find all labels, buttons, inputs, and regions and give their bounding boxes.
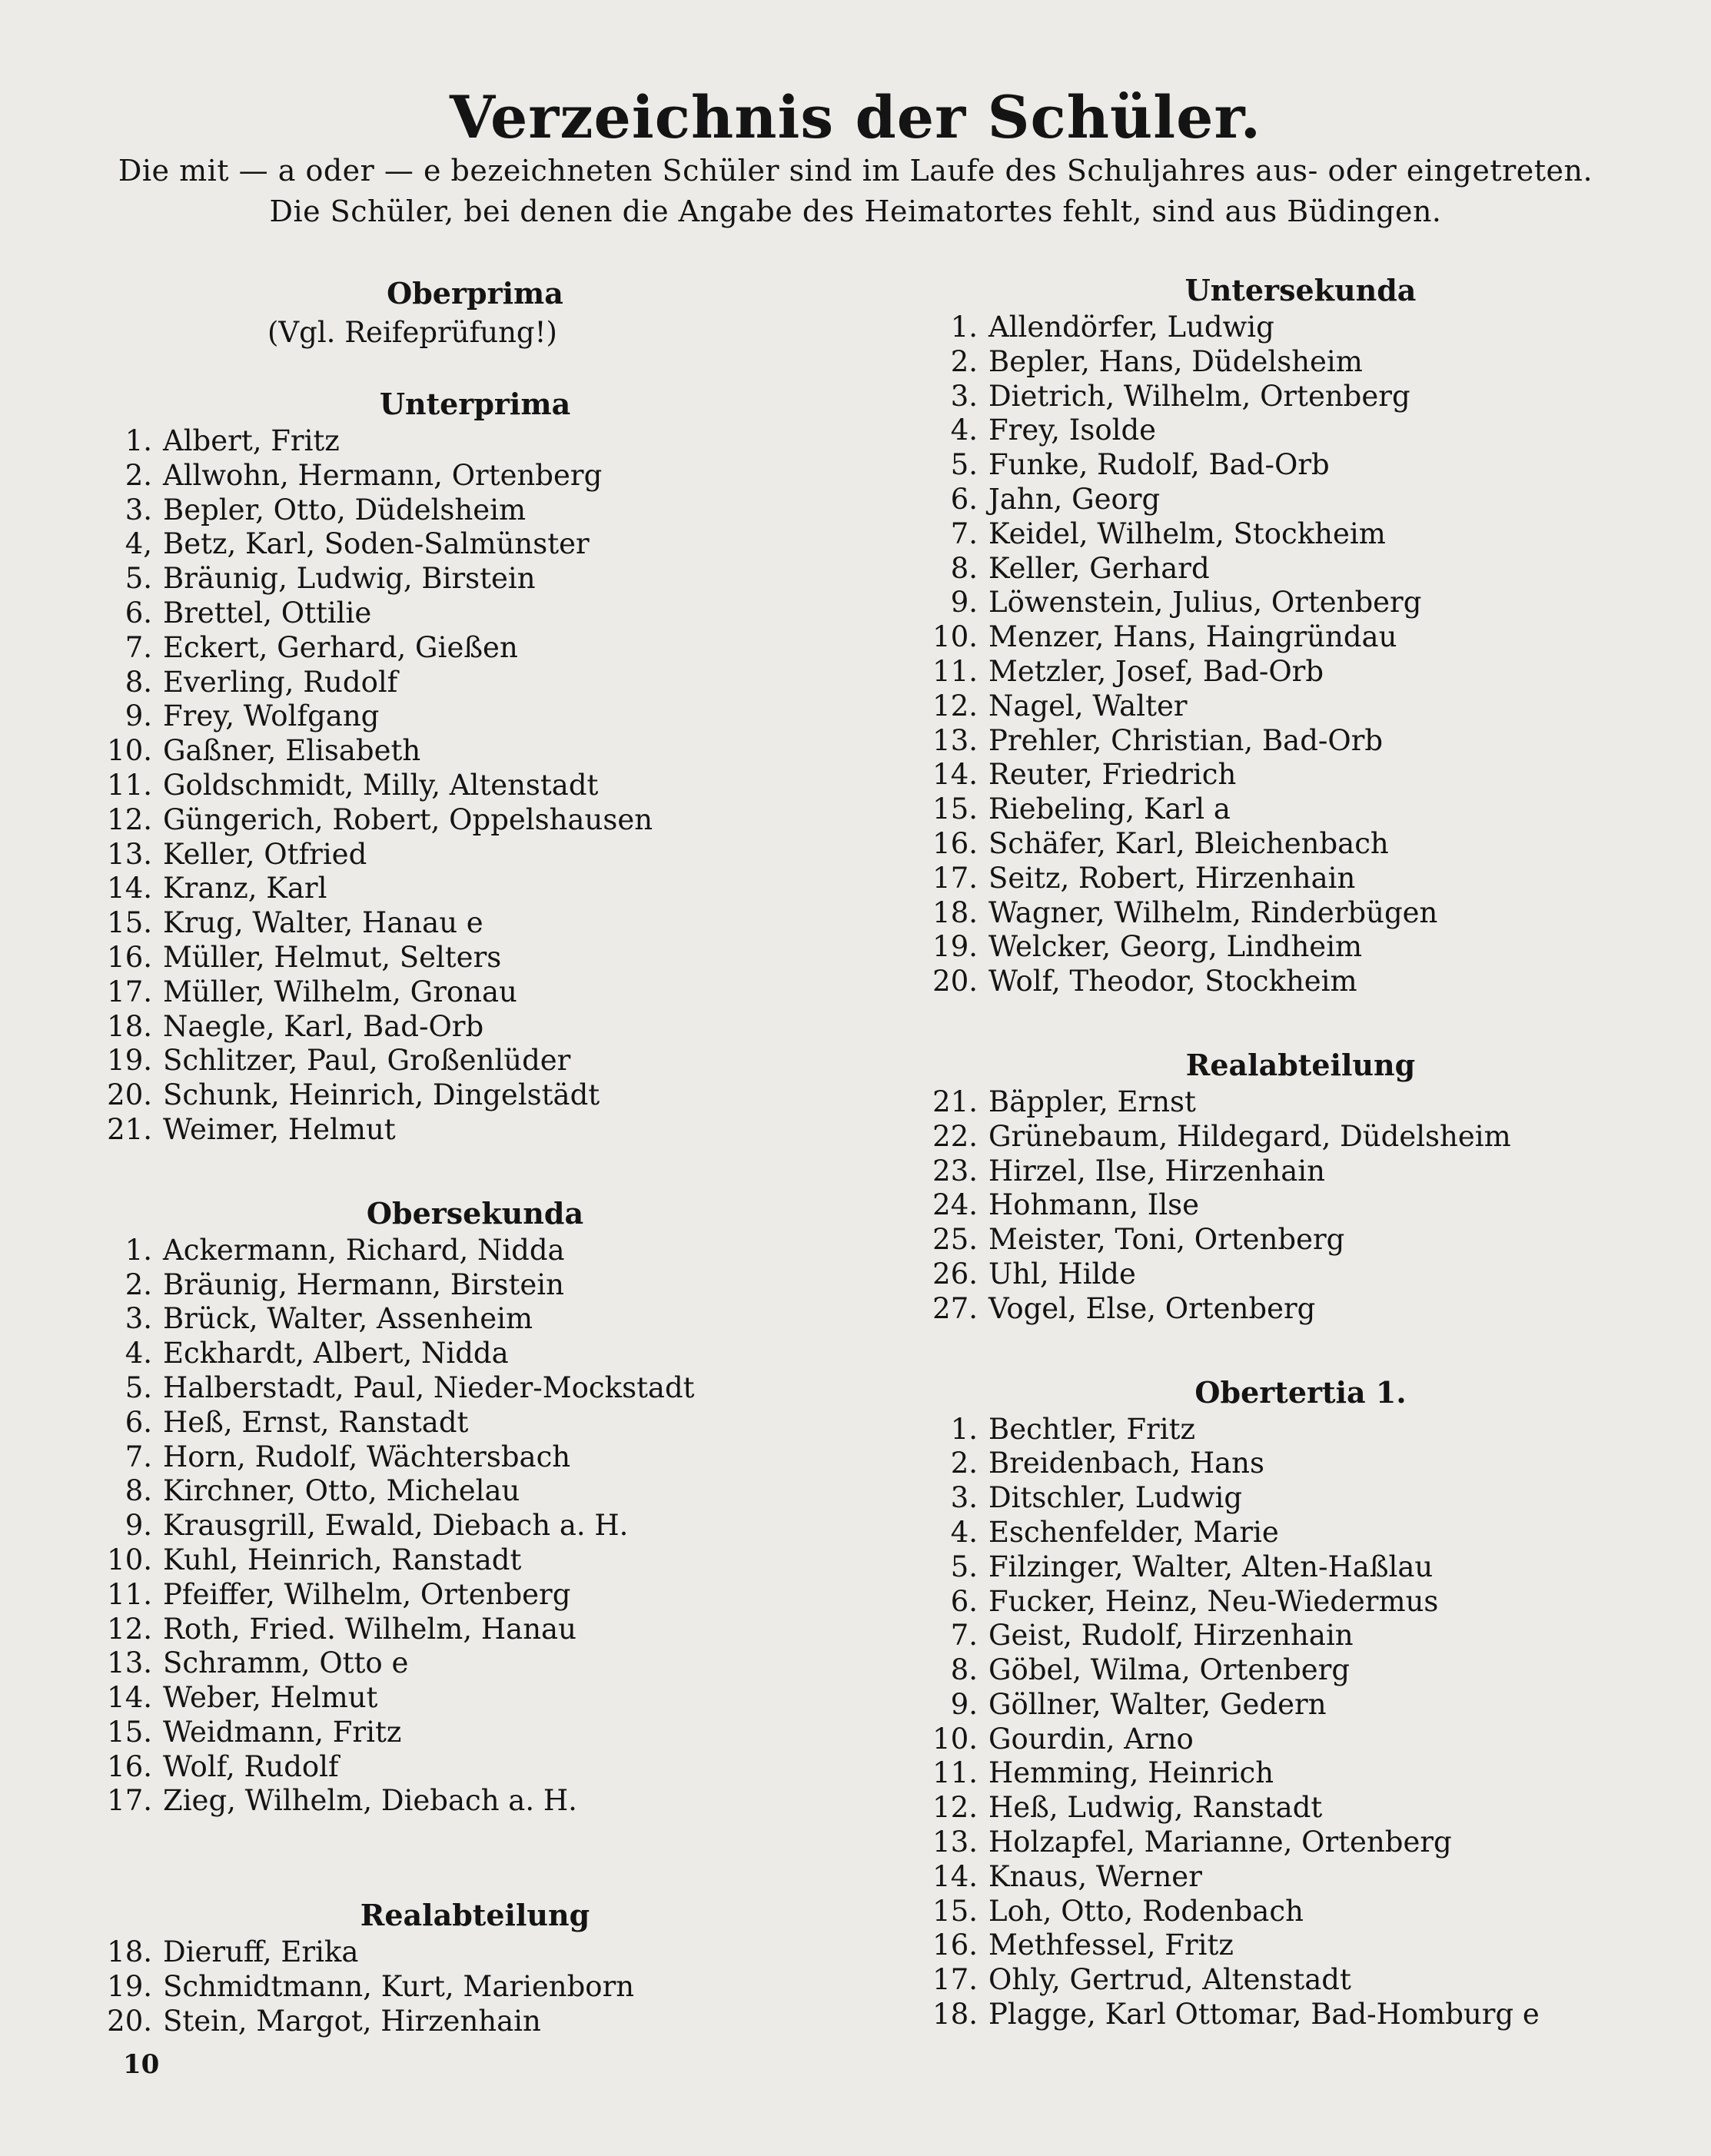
entry-number: 11. — [107, 1577, 152, 1611]
list-item — [916, 1860, 1685, 1895]
entry-number: 3. — [125, 493, 152, 527]
entry-name: Allendörfer, Ludwig — [988, 311, 1274, 344]
entry-number: 1. — [125, 424, 152, 457]
entry-number: 16. — [932, 1928, 978, 1962]
entry-name: Ackermann, Richard, Nidda — [163, 1233, 565, 1267]
entry-number: 17. — [107, 1784, 152, 1818]
entry-number: 7. — [950, 517, 978, 550]
entry-name: Everling, Rudolf — [163, 665, 398, 699]
entry-number: 13. — [107, 1646, 152, 1680]
entry-number: 23. — [932, 1154, 978, 1188]
entry-number: 19. — [107, 1970, 152, 2004]
entry-number: 16. — [107, 1749, 152, 1783]
student-list — [916, 1085, 1685, 1327]
section-heading: Obertertia 1. — [1194, 1374, 1407, 1410]
list-item — [916, 448, 1685, 483]
entry-number: 19. — [107, 1044, 152, 1078]
entry-number: 11. — [932, 654, 978, 688]
entry-number: 2. — [125, 1267, 152, 1301]
entry-number: 20. — [107, 2004, 152, 2038]
list-item — [916, 1516, 1685, 1550]
entry-number: 10. — [932, 620, 978, 654]
left-column — [91, 274, 859, 2039]
entry-number: 3. — [950, 1481, 978, 1515]
entry-name: Kirchner, Otto, Michelau — [163, 1474, 520, 1508]
entry-number: 17. — [932, 1963, 978, 1997]
list-item — [91, 941, 859, 975]
list-item — [916, 655, 1685, 689]
list-item — [91, 1716, 859, 1750]
entry-name: Naegle, Karl, Bad-Orb — [163, 1009, 484, 1043]
list-item — [916, 1791, 1685, 1825]
list-item — [91, 666, 859, 700]
student-list — [91, 1234, 859, 1819]
entry-number: 4. — [950, 414, 978, 447]
entry-number: 6. — [125, 1405, 152, 1439]
list-item — [916, 724, 1685, 759]
entry-name: Allwohn, Hermann, Ortenberg — [163, 458, 603, 492]
entry-number: 10. — [107, 1543, 152, 1576]
entry-name: Müller, Wilhelm, Gronau — [163, 975, 517, 1008]
entry-name: Frey, Wolfgang — [163, 699, 380, 733]
list-item — [916, 414, 1685, 448]
entry-number: 25. — [932, 1223, 978, 1257]
student-list — [916, 1413, 1685, 2032]
entry-number: 9. — [950, 1687, 978, 1721]
entry-name: Jahn, Georg — [988, 482, 1161, 516]
entry-name: Schunk, Heinrich, Dingelstädt — [163, 1078, 600, 1112]
list-item — [91, 1935, 859, 1970]
list-item — [916, 965, 1685, 999]
entry-number: 12. — [107, 1612, 152, 1646]
list-item — [916, 586, 1685, 620]
entry-number: 8. — [950, 1653, 978, 1687]
list-item — [916, 517, 1685, 552]
entry-number: 16. — [107, 940, 152, 974]
entry-number: 13. — [107, 837, 152, 871]
entry-name: Bechtler, Fritz — [988, 1412, 1195, 1446]
list-item — [916, 1653, 1685, 1688]
list-item — [91, 1646, 859, 1681]
entry-name: Heß, Ernst, Ranstadt — [163, 1405, 469, 1439]
section-oberprima — [91, 274, 859, 352]
entry-name: Bäppler, Ernst — [988, 1085, 1196, 1118]
list-item — [916, 1223, 1685, 1257]
list-item — [91, 1268, 859, 1303]
entry-number: 2. — [125, 458, 152, 492]
entry-name: Schlitzer, Paul, Großenlüder — [163, 1044, 571, 1078]
entry-name: Kranz, Karl — [163, 872, 327, 905]
entry-name: Wagner, Wilhelm, Rinderbügen — [988, 895, 1438, 929]
list-item — [916, 896, 1685, 931]
entry-number: 15. — [107, 1715, 152, 1749]
section-heading: Realabteilung — [360, 1898, 590, 1933]
entry-name: Vogel, Else, Ortenberg — [988, 1291, 1316, 1325]
list-item — [916, 1292, 1685, 1327]
list-item — [91, 1440, 859, 1475]
list-item — [91, 596, 859, 631]
entry-name: Müller, Helmut, Selters — [163, 940, 502, 974]
entry-number: 27. — [932, 1291, 978, 1325]
section-heading: Obersekunda — [366, 1195, 584, 1231]
entry-name: Halberstadt, Paul, Nieder-Mockstadt — [163, 1370, 695, 1404]
entry-number: 6. — [125, 596, 152, 630]
list-item — [91, 1613, 859, 1647]
entry-number: 8. — [125, 1474, 152, 1508]
entry-name: Fucker, Heinz, Neu-Wiedermus — [988, 1584, 1439, 1618]
section-realabteilung-right — [916, 1045, 1685, 1327]
entry-number: 14. — [932, 758, 978, 792]
entry-number: 13. — [932, 723, 978, 757]
entry-number: 20. — [932, 965, 978, 998]
entry-name: Dieruff, Erika — [163, 1935, 359, 1969]
section-untersekunda — [916, 271, 1685, 999]
list-item — [916, 1619, 1685, 1653]
entry-name: Geist, Rudolf, Hirzenhain — [988, 1619, 1354, 1653]
list-item — [91, 734, 859, 769]
student-list — [916, 311, 1685, 999]
section-note: (Vgl. Reifeprüfung!) — [267, 316, 557, 349]
list-item — [916, 1928, 1685, 1963]
list-item — [91, 1543, 859, 1578]
entry-name: Reuter, Friedrich — [988, 758, 1237, 792]
entry-name: Breidenbach, Hans — [988, 1447, 1264, 1480]
entry-number: 26. — [932, 1257, 978, 1291]
list-item — [91, 1784, 859, 1819]
entry-name: Methfessel, Fritz — [988, 1928, 1234, 1962]
list-item — [91, 1681, 859, 1716]
entry-number: 4. — [125, 1337, 152, 1370]
entry-number: 8. — [125, 665, 152, 699]
list-item — [916, 1895, 1685, 1929]
entry-number: 15. — [107, 906, 152, 940]
list-item — [91, 906, 859, 941]
list-item — [91, 1337, 859, 1371]
entry-name: Bepler, Hans, Düdelsheim — [988, 344, 1363, 378]
entry-number: 11. — [107, 768, 152, 802]
entry-name: Brück, Walter, Assenheim — [163, 1302, 533, 1336]
entry-name: Holzapfel, Marianne, Ortenberg — [988, 1825, 1452, 1859]
list-item — [916, 345, 1685, 380]
entry-number: 6. — [950, 1584, 978, 1618]
entry-number: 21. — [107, 1112, 152, 1146]
entry-number: 7. — [125, 630, 152, 664]
entry-number: 1. — [950, 311, 978, 344]
entry-number: 10. — [932, 1722, 978, 1756]
list-item — [91, 1406, 859, 1440]
entry-name: Ditschler, Ludwig — [988, 1481, 1243, 1515]
entry-name: Schramm, Otto e — [163, 1646, 409, 1680]
entry-number: 16. — [932, 826, 978, 860]
list-item — [91, 699, 859, 734]
list-item — [91, 1302, 859, 1337]
entry-name: Güngerich, Robert, Oppelshausen — [163, 802, 653, 836]
list-item — [91, 459, 859, 493]
entry-name: Loh, Otto, Rodenbach — [988, 1894, 1304, 1928]
entry-number: 2. — [950, 344, 978, 378]
entry-number: 18. — [107, 1009, 152, 1043]
entry-name: Knaus, Werner — [988, 1859, 1202, 1893]
list-item — [91, 1010, 859, 1045]
section-realabteilung-left — [91, 1895, 859, 2038]
list-item — [916, 1188, 1685, 1223]
entry-name: Pfeiffer, Wilhelm, Ortenberg — [163, 1577, 571, 1611]
entry-number: 11. — [932, 1756, 978, 1790]
entry-name: Stein, Margot, Hirzenhain — [163, 2004, 541, 2038]
entry-name: Gourdin, Arno — [988, 1722, 1194, 1756]
entry-name: Wolf, Theodor, Stockheim — [988, 965, 1357, 998]
list-item — [916, 758, 1685, 792]
entry-number: 13. — [932, 1825, 978, 1859]
list-item — [916, 1447, 1685, 1481]
list-item — [91, 872, 859, 906]
list-item — [916, 311, 1685, 345]
section-obertertia — [916, 1373, 1685, 2032]
entry-number: 6. — [950, 482, 978, 516]
intro-line-2: Die Schüler, bei denen die Angabe des Heimatortes fehlt, sind aus Büdingen. — [269, 194, 1442, 228]
entry-number: 14. — [107, 1681, 152, 1715]
list-item — [916, 1963, 1685, 1998]
list-item — [91, 803, 859, 838]
list-item — [916, 1998, 1685, 2032]
entry-number: 7. — [125, 1440, 152, 1473]
entry-number: 18. — [107, 1935, 152, 1969]
list-item — [91, 1750, 859, 1785]
entry-number: 24. — [932, 1188, 978, 1222]
list-item — [916, 1120, 1685, 1154]
section-heading: Untersekunda — [1184, 273, 1417, 307]
entry-name: Zieg, Wilhelm, Diebach a. H. — [163, 1784, 577, 1818]
list-item — [91, 1970, 859, 2005]
entry-name: Löwenstein, Julius, Ortenberg — [988, 586, 1422, 620]
entry-name: Krausgrill, Ewald, Diebach a. H. — [163, 1509, 629, 1543]
entry-name: Göllner, Walter, Gedern — [988, 1687, 1327, 1721]
list-item — [91, 838, 859, 872]
list-item — [916, 862, 1685, 896]
entry-number: 8. — [950, 551, 978, 585]
right-column — [916, 271, 1685, 2032]
entry-number: 5. — [950, 1550, 978, 1583]
entry-name: Metzler, Josef, Bad-Orb — [988, 654, 1324, 688]
entry-name: Grünebaum, Hildegard, Düdelsheim — [988, 1119, 1511, 1153]
entry-number: 17. — [932, 861, 978, 895]
entry-name: Keidel, Wilhelm, Stockheim — [988, 517, 1386, 550]
entry-name: Hohmann, Ilse — [988, 1188, 1200, 1222]
entry-name: Kuhl, Heinrich, Ranstadt — [163, 1543, 522, 1576]
section-heading: Unterprima — [379, 387, 571, 421]
entry-name: Eschenfelder, Marie — [988, 1515, 1279, 1549]
entry-number: 21. — [932, 1085, 978, 1118]
entry-name: Dietrich, Wilhelm, Ortenberg — [988, 379, 1410, 413]
entry-name: Funke, Rudolf, Bad-Orb — [988, 448, 1330, 482]
list-item — [91, 1234, 859, 1268]
list-item — [916, 1722, 1685, 1757]
entry-name: Eckhardt, Albert, Nidda — [163, 1337, 509, 1370]
entry-name: Filzinger, Walter, Alten-Haßlau — [988, 1550, 1434, 1583]
list-item — [91, 1371, 859, 1406]
entry-name: Keller, Otfried — [163, 837, 367, 871]
entry-number: 1. — [950, 1412, 978, 1446]
entry-number: 1. — [125, 1233, 152, 1267]
list-item — [91, 1113, 859, 1148]
intro-line-1: Die mit — a oder — e bezeichneten Schüler sind im Laufe des Schuljahres aus- oder eingetreten. — [118, 154, 1593, 188]
entry-name: Welcker, Georg, Lindheim — [988, 930, 1363, 964]
entry-name: Seitz, Robert, Hirzenhain — [988, 861, 1356, 895]
entry-name: Goldschmidt, Milly, Altenstadt — [163, 768, 599, 802]
entry-number: 12. — [932, 1791, 978, 1825]
entry-name: Eckert, Gerhard, Gießen — [163, 630, 518, 664]
entry-name: Schäfer, Karl, Bleichenbach — [988, 826, 1389, 860]
entry-number: 9. — [125, 1509, 152, 1543]
entry-number: 19. — [932, 930, 978, 964]
entry-number: 14. — [932, 1859, 978, 1893]
entry-name: Keller, Gerhard — [988, 551, 1210, 585]
entry-name: Hirzel, Ilse, Hirzenhain — [988, 1154, 1325, 1188]
entry-number: 5. — [125, 562, 152, 596]
list-item — [916, 930, 1685, 965]
entry-number: 4, — [125, 527, 152, 561]
entry-name: Ohly, Gertrud, Altenstadt — [988, 1963, 1351, 1997]
list-item — [916, 483, 1685, 517]
list-item — [916, 620, 1685, 655]
entry-number: 3. — [950, 379, 978, 413]
entry-name: Menzer, Hans, Haingründau — [988, 620, 1397, 654]
entry-number: 2. — [950, 1447, 978, 1480]
list-item — [916, 1154, 1685, 1189]
list-item — [916, 1756, 1685, 1791]
entry-number: 9. — [125, 699, 152, 733]
entry-name: Albert, Fritz — [163, 424, 340, 457]
list-item — [91, 562, 859, 596]
list-item — [916, 552, 1685, 586]
entry-name: Horn, Rudolf, Wächtersbach — [163, 1440, 571, 1473]
list-item — [91, 1078, 859, 1113]
entry-name: Bepler, Otto, Düdelsheim — [163, 493, 527, 527]
list-item — [916, 689, 1685, 724]
list-item — [916, 827, 1685, 862]
entry-name: Plagge, Karl Ottomar, Bad-Homburg e — [988, 1998, 1540, 2031]
list-item — [91, 769, 859, 803]
entry-name: Bräunig, Ludwig, Birstein — [163, 562, 536, 596]
list-item — [916, 792, 1685, 827]
entry-number: 14. — [107, 872, 152, 905]
list-item — [91, 1578, 859, 1613]
list-item — [91, 1044, 859, 1078]
entry-name: Frey, Isolde — [988, 414, 1157, 447]
section-heading: Realabteilung — [1185, 1047, 1416, 1082]
list-item — [916, 1825, 1685, 1860]
student-list — [91, 424, 859, 1148]
list-item — [91, 424, 859, 459]
entry-name: Heß, Ludwig, Ranstadt — [988, 1791, 1323, 1825]
list-item — [916, 1413, 1685, 1447]
entry-number: 4. — [950, 1515, 978, 1549]
section-heading: Oberprima — [387, 276, 563, 311]
list-item — [91, 1474, 859, 1509]
entry-name: Hemming, Heinrich — [988, 1756, 1274, 1790]
entry-number: 15. — [932, 792, 978, 826]
section-obersekunda — [91, 1194, 859, 1819]
entry-name: Weimer, Helmut — [163, 1112, 396, 1146]
list-item — [91, 527, 859, 562]
entry-name: Schmidtmann, Kurt, Marienborn — [163, 1970, 635, 2004]
page-number: 10 — [123, 2049, 160, 2080]
entry-name: Gaßner, Elisabeth — [163, 734, 421, 768]
entry-number: 9. — [950, 586, 978, 620]
entry-name: Betz, Karl, Soden-Salmünster — [163, 527, 590, 561]
page-title: Verzeichnis der Schüler. — [449, 83, 1262, 151]
entry-number: 12. — [932, 689, 978, 723]
list-item — [916, 1688, 1685, 1722]
entry-name: Krug, Walter, Hanau e — [163, 906, 483, 940]
list-item — [91, 493, 859, 528]
list-item — [916, 1550, 1685, 1585]
entry-number: 20. — [107, 1078, 152, 1112]
entry-number: 18. — [932, 1998, 978, 2031]
entry-name: Nagel, Walter — [988, 689, 1188, 723]
entry-number: 18. — [932, 895, 978, 929]
entry-number: 7. — [950, 1619, 978, 1653]
entry-name: Prehler, Christian, Bad-Orb — [988, 723, 1384, 757]
entry-name: Riebeling, Karl a — [988, 792, 1231, 826]
list-item — [916, 1585, 1685, 1619]
entry-name: Wolf, Rudolf — [163, 1749, 339, 1783]
entry-name: Uhl, Hilde — [988, 1257, 1136, 1291]
entry-number: 17. — [107, 975, 152, 1008]
entry-number: 10. — [107, 734, 152, 768]
entry-name: Weidmann, Fritz — [163, 1715, 402, 1749]
section-unterprima — [91, 384, 859, 1148]
list-item — [916, 380, 1685, 414]
list-item — [916, 1257, 1685, 1292]
entry-number: 5. — [125, 1370, 152, 1404]
entry-number: 5. — [950, 448, 978, 482]
entry-name: Weber, Helmut — [163, 1681, 378, 1715]
list-item — [91, 975, 859, 1010]
entry-name: Brettel, Ottilie — [163, 596, 372, 630]
entry-number: 3. — [125, 1302, 152, 1336]
entry-name: Meister, Toni, Ortenberg — [988, 1223, 1345, 1257]
list-item — [916, 1481, 1685, 1516]
entry-name: Roth, Fried. Wilhelm, Hanau — [163, 1612, 576, 1646]
entry-name: Bräunig, Hermann, Birstein — [163, 1267, 564, 1301]
list-item — [916, 1085, 1685, 1120]
list-item — [91, 631, 859, 666]
entry-number: 22. — [932, 1119, 978, 1153]
entry-number: 15. — [932, 1894, 978, 1928]
entry-name: Göbel, Wilma, Ortenberg — [988, 1653, 1351, 1687]
entry-number: 12. — [107, 802, 152, 836]
student-list — [91, 1935, 859, 2038]
list-item — [91, 1509, 859, 1543]
list-item — [91, 2005, 859, 2039]
